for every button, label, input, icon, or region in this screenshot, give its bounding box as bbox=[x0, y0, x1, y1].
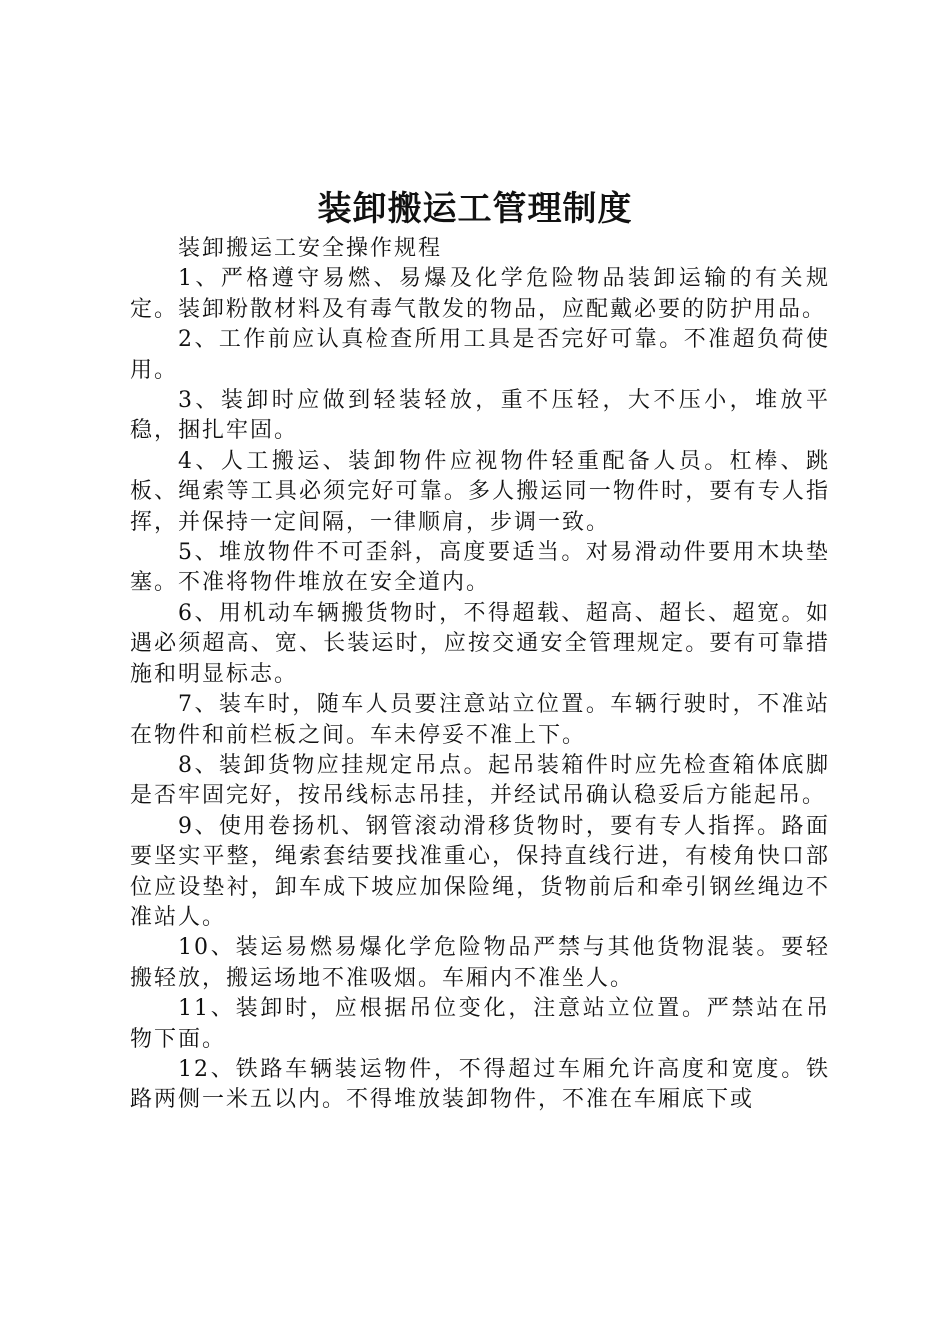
rule-paragraph: 5、堆放物件不可歪斜，高度要适当。对易滑动件要用木块垫塞。不准将物件堆放在安全道内。 bbox=[130, 540, 830, 596]
rule-paragraph: 6、用机动车辆搬货物时，不得超载、超高、超长、超宽。如遇必须超高、宽、长装运时，应按交通安全管理规定。要有可靠措施和明显标志。 bbox=[130, 600, 830, 687]
document-body bbox=[130, 234, 830, 1116]
rule-paragraph: 12、铁路车辆装运物件，不得超过车厢允许高度和宽度。铁路两侧一米五以内。不得堆放装卸物件，不准在车厢底下或 bbox=[130, 1056, 830, 1113]
rule-paragraph: 7、装车时，随车人员要注意站立位置。车辆行驶时，不准站在物件和前栏板之间。车未停妥不准上下。 bbox=[130, 692, 830, 748]
section-heading: 装卸搬运工安全操作规程 bbox=[178, 236, 443, 261]
rule-paragraph: 11、装卸时，应根据吊位变化，注意站立位置。严禁站在吊物下面。 bbox=[130, 996, 830, 1052]
rule-paragraph: 1、严格遵守易燃、易爆及化学危险物品装卸运输的有关规定。装卸粉散材料及有毒气散发的物品，应配戴必要的防护用品。 bbox=[130, 266, 830, 322]
rule-paragraph: 3、装卸时应做到轻装轻放，重不压轻，大不压小，堆放平稳，捆扎牢固。 bbox=[130, 388, 830, 444]
rule-paragraph: 2、工作前应认真检查所用工具是否完好可靠。不准超负荷使用。 bbox=[130, 327, 830, 383]
rule-paragraph: 9、使用卷扬机、钢管滚动滑移货物时，要有专人指挥。路面要坚实平整，绳索套结要找准重心，保持直线行进，有棱角快口部位应设垫衬，卸车成下坡应加保险绳，货物前后和牵引钢丝绳边不准站人。 bbox=[130, 813, 830, 930]
document-title: 装卸搬运工管理制度 bbox=[317, 189, 633, 229]
rule-paragraph: 10、装运易燃易爆化学危险物品严禁与其他货物混装。要轻搬轻放，搬运场地不准吸烟。车厢内不准坐人。 bbox=[130, 935, 830, 991]
rule-paragraph: 4、人工搬运、装卸物件应视物件轻重配备人员。杠棒、跳板、绳索等工具必须完好可靠。多人搬运同一物件时，要有专人指挥，并保持一定间隔，一律顺肩，步调一致。 bbox=[130, 448, 830, 535]
rule-paragraph: 8、装卸货物应挂规定吊点。起吊装箱件时应先检查箱体底脚是否牢固完好，按吊线标志吊挂，并经试吊确认稳妥后方能起吊。 bbox=[130, 752, 830, 809]
